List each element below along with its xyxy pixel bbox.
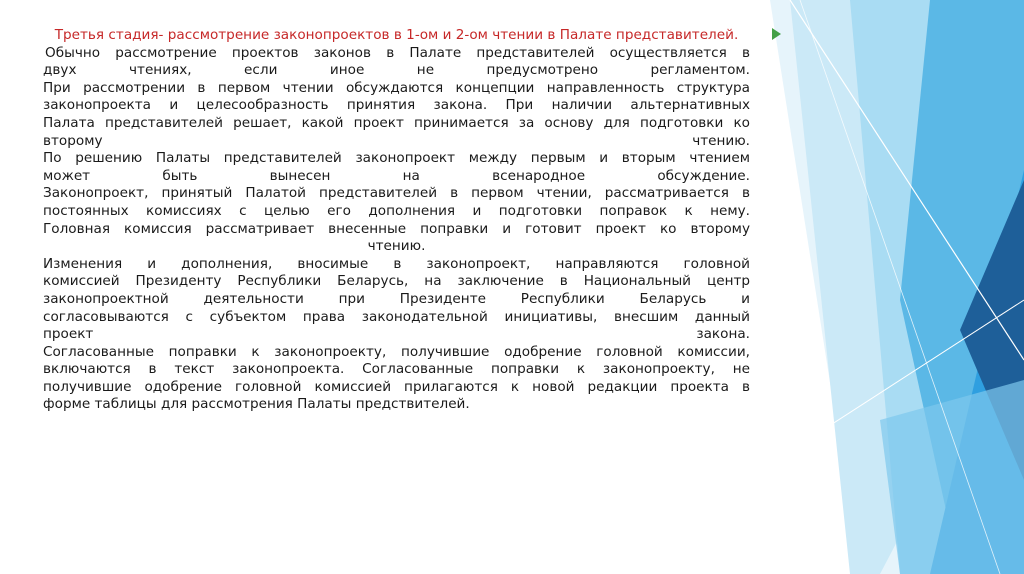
text-line: проект закона. (43, 326, 750, 343)
text-line: получившие одобрение головной комиссией прилагаются к новой редакции проекта в (43, 378, 750, 395)
text-line: Головная комиссия рассматривает внесенные поправки и готовит проект ко второму (43, 220, 750, 237)
text-line: По решению Палаты представителей законопроект между первым и вторым чтением (43, 150, 750, 167)
text-line: законопроектной деятельности при Президенте Республики Беларусь и (43, 290, 750, 307)
text-line: Согласованные поправки к законопроекту, получившие одобрение головной комиссии, (43, 343, 750, 360)
text-line: форме таблицы для рассмотрения Палаты предствителей. (43, 396, 470, 413)
text-line: двух чтениях, если иное не предусмотрено регламентом. (43, 62, 750, 79)
slide-body (43, 27, 750, 414)
slide-title: Третья стадия- рассмотрение законопроектов в 1-ом и 2-ом чтении в Палате представителей. (54, 27, 739, 43)
text-line: законопроекта и целесообразность принятия закона. При наличии альтернативных (43, 97, 750, 114)
text-line: согласовываются с субъектом права законодательной инициативы, внесшим данный (43, 308, 750, 325)
text-line: постоянных комиссиях с целью его дополнения и подготовки поправок к нему. (43, 202, 750, 219)
text-line: второму чтению. (43, 132, 750, 149)
text-line: Изменения и дополнения, вносимые в законопроект, направляются головной (43, 255, 750, 272)
text-line: Законопроект, принятый Палатой представителей в первом чтении, рассматривается в (43, 185, 750, 202)
text-line: Обычно рассмотрение проектов законов в Палате представителей осуществляется в (45, 44, 750, 61)
text-line: включаются в текст законопроекта. Согласованные поправки к законопроекту, не (43, 361, 750, 378)
text-line: комиссией Президенту Республики Беларусь, на заключение в Национальный центр (43, 273, 750, 290)
text-line: При рассмотрении в первом чтении обсуждаются концепции направленность структура (43, 79, 750, 96)
text-line: может быть вынесен на всенародное обсуждение. (43, 167, 750, 184)
text-line: Палата представителей решает, какой проект принимается за основу для подготовки ко (43, 114, 750, 131)
text-line: чтению. (367, 238, 426, 255)
